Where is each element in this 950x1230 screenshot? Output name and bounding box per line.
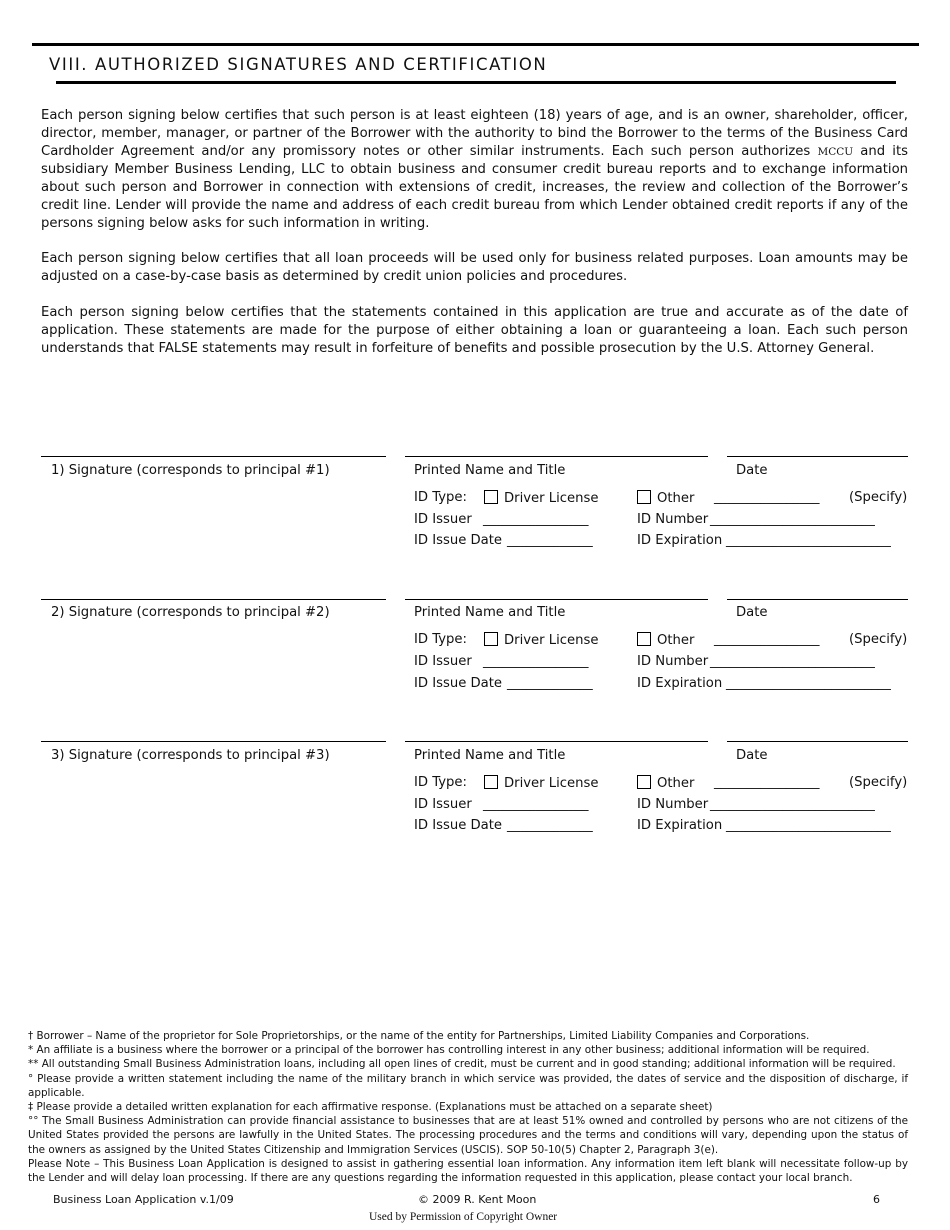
id-type-label: ID Type:: [414, 632, 467, 647]
other-label: Other: [657, 776, 695, 791]
other-checkbox[interactable]: [637, 775, 651, 789]
specify-label: (Specify): [849, 775, 908, 790]
date-label: Date: [736, 463, 768, 478]
footnote: ** All outstanding Small Business Administration loans, including all open lines of credit, must be current and in good standing; additional information will be required.: [28, 1058, 896, 1071]
date-line[interactable]: [727, 599, 908, 600]
printed-name-line[interactable]: [405, 456, 708, 457]
driver-license-label: Driver License: [504, 633, 599, 648]
driver-license-checkbox[interactable]: [484, 775, 498, 789]
date-label: Date: [736, 605, 768, 620]
other-specify-field[interactable]: ________________: [714, 490, 820, 505]
driver-license-option[interactable]: [484, 490, 599, 506]
date-line[interactable]: [727, 741, 908, 742]
driver-license-option[interactable]: [484, 775, 599, 791]
id-issuer-field[interactable]: ________________: [483, 512, 589, 527]
other-label: Other: [657, 633, 695, 648]
lender-name: MCCU: [817, 146, 854, 158]
signature-label: 2) Signature (corresponds to principal #2): [51, 605, 330, 620]
id-number-label: ID Number: [637, 797, 709, 812]
printed-name-line[interactable]: [405, 599, 708, 600]
id-issuer-field[interactable]: ________________: [483, 654, 589, 669]
signature-line[interactable]: [41, 456, 386, 457]
footer-version: Business Loan Application v.1/09: [53, 1193, 234, 1206]
footnote: ‡ Please provide a detailed written explanation for each affirmative response. (Explanations must be attached on a separate sheet): [28, 1101, 713, 1114]
footnote: † Borrower – Name of the proprietor for Sole Proprietorships, or the name of the entity for Partnerships, Limited Liability Companies and Corporations.: [28, 1030, 810, 1042]
date-label: Date: [736, 748, 768, 763]
top-rule: [32, 43, 919, 46]
other-checkbox[interactable]: [637, 490, 651, 504]
footer-copyright: © 2009 R. Kent Moon: [418, 1193, 537, 1206]
id-type-label: ID Type:: [414, 775, 467, 790]
printed-name-label: Printed Name and Title: [414, 463, 566, 478]
other-option[interactable]: [637, 490, 694, 506]
footnote: * An affiliate is a business where the borrower or a principal of the borrower has controlling interest in any other business; additional information will be required.: [28, 1044, 870, 1057]
page-number: 6: [873, 1193, 880, 1206]
id-number-field[interactable]: _________________________: [710, 654, 875, 669]
id-expiration-label: ID Expiration: [637, 533, 723, 548]
id-issue-date-field[interactable]: _____________: [507, 676, 593, 691]
footnote: °° The Small Business Administration can provide financial assistance to businesses that are at least 51% owned and controlled by persons who are not citizens of the United States provided the persons are lawfully in the United States. The processing procedures and the terms and conditions will vary, depending upon the status of the owners as assigned by the United States Citizenship and Immigration Services (USCIS). SOP 50-10(5) Chapter 2, Paragraph 3(e).: [28, 1115, 908, 1156]
accuracy-paragraph: Each person signing below certifies that the statements contained in this application are true and accurate as of the date of application. These statements are made for the purpose of either obtaining a loan or guaranteeing a loan. Each such person understands that FALSE statements may result in forfeiture of benefits and possible prosecution by the U.S. Attorney General.: [41, 305, 908, 356]
paragraph-text: and its subsidiary Member Business Lending, LLC to obtain business and consumer credit bureau reports and to exchange information about such person and Borrower in connection with extensions of credit, increases, the review and collection of the Borrower’s credit line. Lender will provide the name and address of each credit bureau from which Lender obtained credit reports if any of the persons signing below asks for such information in writing.: [41, 144, 908, 231]
other-label: Other: [657, 491, 695, 506]
id-expiration-field[interactable]: _________________________: [726, 533, 891, 548]
id-expiration-field[interactable]: _________________________: [726, 676, 891, 691]
other-checkbox[interactable]: [637, 632, 651, 646]
footer-permission: Used by Permission of Copyright Owner: [369, 1211, 558, 1223]
authorization-paragraph: [41, 107, 908, 233]
paragraph-text: Each person signing below certifies that such person is at least eighteen (18) years of age, and is an owner, shareholder, officer, director, member, manager, or partner of the Borrower with the authority to bind the Borrower to the terms of the Business Card Cardholder Agreement and/or any promissory notes or other similar instruments. Each such person authorizes: [41, 108, 908, 159]
driver-license-checkbox[interactable]: [484, 632, 498, 646]
title-underline: [56, 81, 896, 84]
id-expiration-label: ID Expiration: [637, 818, 723, 833]
footnote: Please Note – This Business Loan Application is designed to assist in gathering essential loan information. Any information item left blank will necessitate follow-up by the Lender and will delay loan processing. If there are any questions regarding the information requested in this application, please contact your local branch.: [28, 1157, 908, 1185]
signature-line[interactable]: [41, 599, 386, 600]
specify-label: (Specify): [849, 632, 908, 647]
date-line[interactable]: [727, 456, 908, 457]
signature-label: 1) Signature (corresponds to principal #1): [51, 463, 330, 478]
id-expiration-label: ID Expiration: [637, 676, 723, 691]
driver-license-option[interactable]: [484, 632, 599, 648]
id-expiration-field[interactable]: _________________________: [726, 818, 891, 833]
id-issue-date-label: ID Issue Date: [414, 676, 503, 691]
footnotes: [28, 1029, 908, 1185]
specify-label: (Specify): [849, 490, 908, 505]
id-issue-date-field[interactable]: _____________: [507, 533, 593, 548]
id-issuer-field[interactable]: ________________: [483, 797, 589, 812]
footnote: ° Please provide a written statement including the name of the military branch in which service was provided, the dates of service and the disposition of discharge, if applicable.: [28, 1072, 908, 1099]
other-specify-field[interactable]: ________________: [714, 775, 820, 790]
driver-license-label: Driver License: [504, 491, 599, 506]
id-number-field[interactable]: _________________________: [710, 797, 875, 812]
id-issue-date-field[interactable]: _____________: [507, 818, 593, 833]
id-number-label: ID Number: [637, 512, 709, 527]
id-issuer-label: ID Issuer: [414, 797, 472, 812]
loan-purpose-paragraph: Each person signing below certifies that all loan proceeds will be used only for business related purposes. Loan amounts may be adjusted on a case-by-case basis as determined by credit union policies and procedures.: [41, 251, 908, 284]
printed-name-label: Printed Name and Title: [414, 748, 566, 763]
other-option[interactable]: [637, 775, 694, 791]
id-issue-date-label: ID Issue Date: [414, 818, 503, 833]
driver-license-label: Driver License: [504, 776, 599, 791]
other-specify-field[interactable]: ________________: [714, 632, 820, 647]
section-title: VIII. AUTHORIZED SIGNATURES AND CERTIFICATION: [49, 55, 548, 74]
id-number-label: ID Number: [637, 654, 709, 669]
id-issuer-label: ID Issuer: [414, 512, 472, 527]
id-issuer-label: ID Issuer: [414, 654, 472, 669]
id-issue-date-label: ID Issue Date: [414, 533, 503, 548]
signature-line[interactable]: [41, 741, 386, 742]
id-number-field[interactable]: _________________________: [710, 512, 875, 527]
id-type-label: ID Type:: [414, 490, 467, 505]
printed-name-line[interactable]: [405, 741, 708, 742]
printed-name-label: Printed Name and Title: [414, 605, 566, 620]
signature-label: 3) Signature (corresponds to principal #3): [51, 748, 330, 763]
driver-license-checkbox[interactable]: [484, 490, 498, 504]
other-option[interactable]: [637, 632, 694, 648]
